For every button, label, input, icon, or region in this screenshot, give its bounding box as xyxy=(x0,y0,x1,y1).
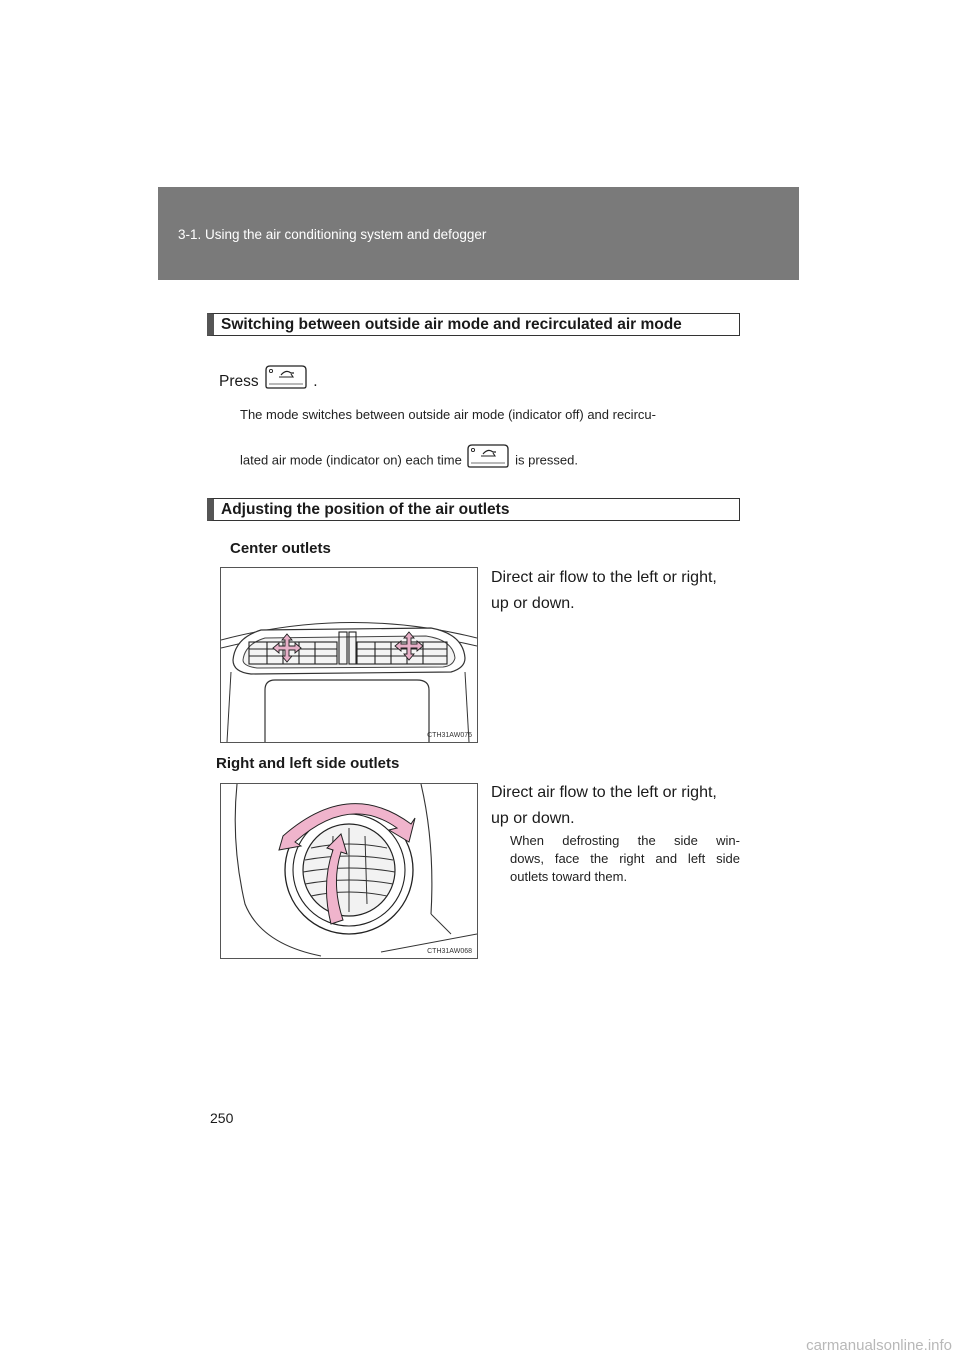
center-outlets-figure xyxy=(220,567,478,743)
section-heading-text: Adjusting the position of the air outlets xyxy=(221,501,510,518)
side-desc-line2: up or down. xyxy=(491,810,575,827)
side-outlets-label: Right and left side outlets xyxy=(216,755,400,772)
side-figure-code: CTH31AW068 xyxy=(427,948,472,955)
mode-note-line1: The mode switches between outside air mode (indicator off) and recircu- xyxy=(240,407,656,422)
side-outlets-note xyxy=(510,832,740,886)
section-heading-text: Switching between outside air mode and recirculated air mode xyxy=(221,316,682,333)
mode-note-suffix: is pressed. xyxy=(515,452,578,468)
section-heading-air-mode xyxy=(207,313,740,336)
side-outlets-description xyxy=(491,780,740,832)
center-outlets-description xyxy=(491,565,740,617)
mode-note-prefix: lated air mode (indicator on) each time xyxy=(240,452,462,468)
recirculation-button-icon xyxy=(263,364,309,400)
center-desc-line2: up or down. xyxy=(491,595,575,612)
press-instruction xyxy=(219,364,318,392)
side-note-line2: dows, face the right and left side xyxy=(510,851,740,866)
side-note-line1: When defrosting the side win- xyxy=(510,833,740,848)
side-outlets-figure xyxy=(220,783,478,959)
center-desc-line1: Direct air flow to the left or right, xyxy=(491,569,717,586)
chapter-header xyxy=(158,187,799,280)
center-outlets-label: Center outlets xyxy=(230,540,331,557)
chapter-title: 3-1. Using the air conditioning system and defogger xyxy=(178,227,487,242)
press-label: Press xyxy=(219,373,259,391)
center-figure-code: CTH31AW076 xyxy=(427,732,472,739)
side-outlets-illustration xyxy=(221,784,477,958)
watermark: carmanualsonline.info xyxy=(806,1337,952,1354)
side-desc-line1: Direct air flow to the left or right, xyxy=(491,784,717,801)
mode-note-line2 xyxy=(240,443,578,471)
press-period: . xyxy=(313,373,318,391)
center-outlets-illustration xyxy=(221,568,477,742)
recirculation-button-icon xyxy=(465,443,511,479)
side-note-line3: outlets toward them. xyxy=(510,869,628,884)
section-heading-outlets xyxy=(207,498,740,521)
page-number: 250 xyxy=(210,1110,234,1126)
